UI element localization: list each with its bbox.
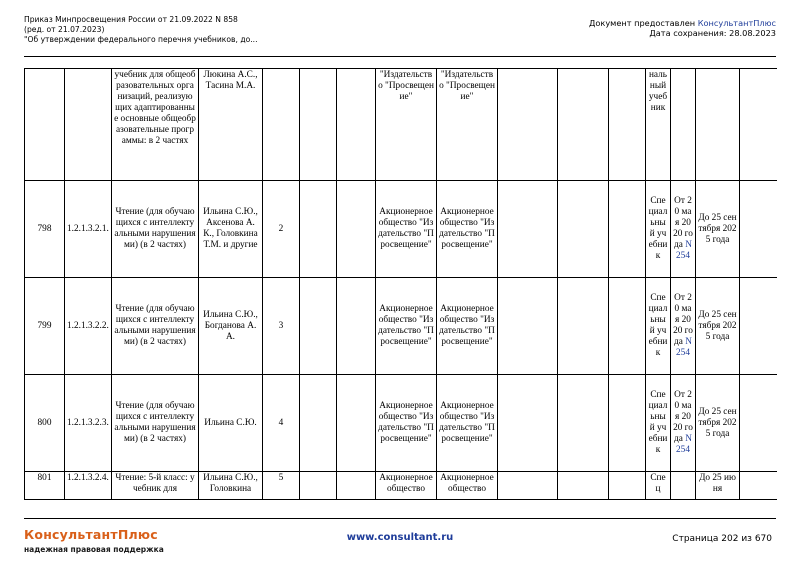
cell-title: Чтение (для обучающихся с интеллектуальными нарушениями) (в 2 частях) <box>112 278 199 375</box>
cell-empty <box>498 278 558 375</box>
cell-publisher: Акционерное общество "Издательство "Просвещение" <box>376 181 437 278</box>
cell-empty <box>498 375 558 472</box>
cell-empty <box>337 69 376 181</box>
cell-empty <box>558 472 609 500</box>
cell-special-mark: Специальный учебник <box>646 181 671 278</box>
footer-divider <box>24 518 776 519</box>
table-row <box>25 375 778 472</box>
cell-valid-until <box>696 69 740 181</box>
cell-empty <box>300 181 337 278</box>
cell-code: 1.2.1.3.2.4. <box>65 472 112 500</box>
table-row <box>25 472 778 500</box>
cell-empty <box>558 375 609 472</box>
cell-authors: Ильина С.Ю., Аксенова А.К., Головкина Т.М. и другие <box>199 181 263 278</box>
footer-brand-logo: КонсультантПлюс <box>24 527 158 542</box>
cell-authors: Ильина С.Ю. <box>199 375 263 472</box>
cell-publisher: Акционерное общество "Издательство "Просвещение" <box>376 278 437 375</box>
order-date: От 20 мая 2020 года <box>673 196 693 250</box>
cell-manufacturer: Акционерное общество "Издательство "Просвещение" <box>437 375 498 472</box>
header-provided-by <box>589 18 776 28</box>
cell-manufacturer: "Издательство "Просвещение" <box>437 69 498 181</box>
cell-valid-until: До 25 сентября 2025 года <box>696 375 740 472</box>
header-divider <box>24 56 776 57</box>
cell-valid-until: До 25 сентября 2025 года <box>696 278 740 375</box>
cell-code: 1.2.1.3.2.1. <box>65 181 112 278</box>
cell-grade: 2 <box>263 181 300 278</box>
cell-empty <box>337 181 376 278</box>
footer-tagline: надежная правовая поддержка <box>24 545 164 554</box>
cell-empty <box>609 278 646 375</box>
cell-valid-until: До 25 июня <box>696 472 740 500</box>
cell-empty <box>740 278 778 375</box>
document-header-title <box>24 15 354 45</box>
cell-empty <box>609 69 646 181</box>
cell-title: Чтение (для обучающихся с интеллектуальными нарушениями) (в 2 частях) <box>112 375 199 472</box>
cell-title: Чтение: 5-й класс: учебник для <box>112 472 199 500</box>
table-row <box>25 69 778 181</box>
cell-authors: Люкина А.С., Тасина М.А. <box>199 69 263 181</box>
cell-title: учебник для общеобразовательных организаций, реализующих адаптированные основные общеобразовательные программы: в 2 частях <box>112 69 199 181</box>
cell-title: Чтение (для обучающихся с интеллектуальными нарушениями) (в 2 частях) <box>112 181 199 278</box>
cell-authors: Ильина С.Ю., Богданова А.А. <box>199 278 263 375</box>
order-number-link[interactable]: N 254 <box>676 240 692 261</box>
cell-number: 800 <box>25 375 65 472</box>
cell-empty <box>300 278 337 375</box>
header-save-date: Дата сохранения: 28.08.2023 <box>649 28 776 38</box>
cell-empty <box>300 69 337 181</box>
cell-empty <box>337 278 376 375</box>
cell-empty <box>609 181 646 278</box>
cell-publisher: "Издательство "Просвещение" <box>376 69 437 181</box>
cell-empty <box>740 181 778 278</box>
cell-order <box>671 181 696 278</box>
header-order-title: Приказ Минпросвещения России от 21.09.2022 N 858 <box>24 15 238 24</box>
cell-code: 1.2.1.3.2.3. <box>65 375 112 472</box>
cell-code <box>65 69 112 181</box>
cell-grade <box>263 69 300 181</box>
cell-order <box>671 278 696 375</box>
cell-special-mark: Специальный учебник <box>646 278 671 375</box>
cell-grade: 5 <box>263 472 300 500</box>
cell-number <box>25 69 65 181</box>
cell-grade: 3 <box>263 278 300 375</box>
cell-empty <box>609 472 646 500</box>
cell-empty <box>337 375 376 472</box>
textbook-table-container <box>24 68 777 505</box>
cell-manufacturer: Акционерное общество "Издательство "Просвещение" <box>437 181 498 278</box>
cell-special-mark: Специальный учебник <box>646 375 671 472</box>
cell-publisher: Акционерное общество "Издательство "Просвещение" <box>376 375 437 472</box>
cell-empty <box>609 375 646 472</box>
order-number-link[interactable]: N 254 <box>676 434 692 455</box>
cell-empty <box>740 375 778 472</box>
cell-order <box>671 472 696 500</box>
document-header-source <box>589 18 776 38</box>
cell-manufacturer: Акционерное общество <box>437 472 498 500</box>
header-subject: "Об утверждении федерального перечня учебников, до... <box>24 35 258 44</box>
cell-order <box>671 375 696 472</box>
header-revision: (ред. от 21.07.2023) <box>24 25 105 34</box>
cell-empty <box>558 181 609 278</box>
header-brand-link[interactable]: КонсультантПлюс <box>697 18 776 28</box>
cell-grade: 4 <box>263 375 300 472</box>
order-date: От 20 мая 2020 года <box>673 293 693 347</box>
cell-empty <box>300 375 337 472</box>
cell-code: 1.2.1.3.2.2. <box>65 278 112 375</box>
cell-publisher: Акционерное общество <box>376 472 437 500</box>
cell-empty <box>498 472 558 500</box>
cell-valid-until: До 25 сентября 2025 года <box>696 181 740 278</box>
cell-number: 801 <box>25 472 65 500</box>
cell-empty <box>558 69 609 181</box>
cell-empty <box>498 181 558 278</box>
page-counter: Страница 202 из 670 <box>672 534 772 544</box>
header-provided-prefix: Документ предоставлен <box>588 18 698 28</box>
cell-empty <box>740 69 778 181</box>
textbook-table <box>24 68 777 500</box>
cell-empty <box>300 472 337 500</box>
cell-special-mark: нальный учебник <box>646 69 671 181</box>
cell-number: 799 <box>25 278 65 375</box>
footer-url-link[interactable]: www.consultant.ru <box>346 532 454 543</box>
cell-empty <box>498 69 558 181</box>
cell-special-mark: Спец <box>646 472 671 500</box>
cell-manufacturer: Акционерное общество "Издательство "Просвещение" <box>437 278 498 375</box>
order-number-link[interactable]: N 254 <box>676 337 692 358</box>
cell-empty <box>558 278 609 375</box>
cell-number: 798 <box>25 181 65 278</box>
order-date: От 20 мая 2020 года <box>673 390 693 444</box>
table-row <box>25 181 778 278</box>
cell-order <box>671 69 696 181</box>
cell-empty <box>740 472 778 500</box>
table-row <box>25 278 778 375</box>
cell-authors: Ильина С.Ю., Головкина <box>199 472 263 500</box>
cell-empty <box>337 472 376 500</box>
